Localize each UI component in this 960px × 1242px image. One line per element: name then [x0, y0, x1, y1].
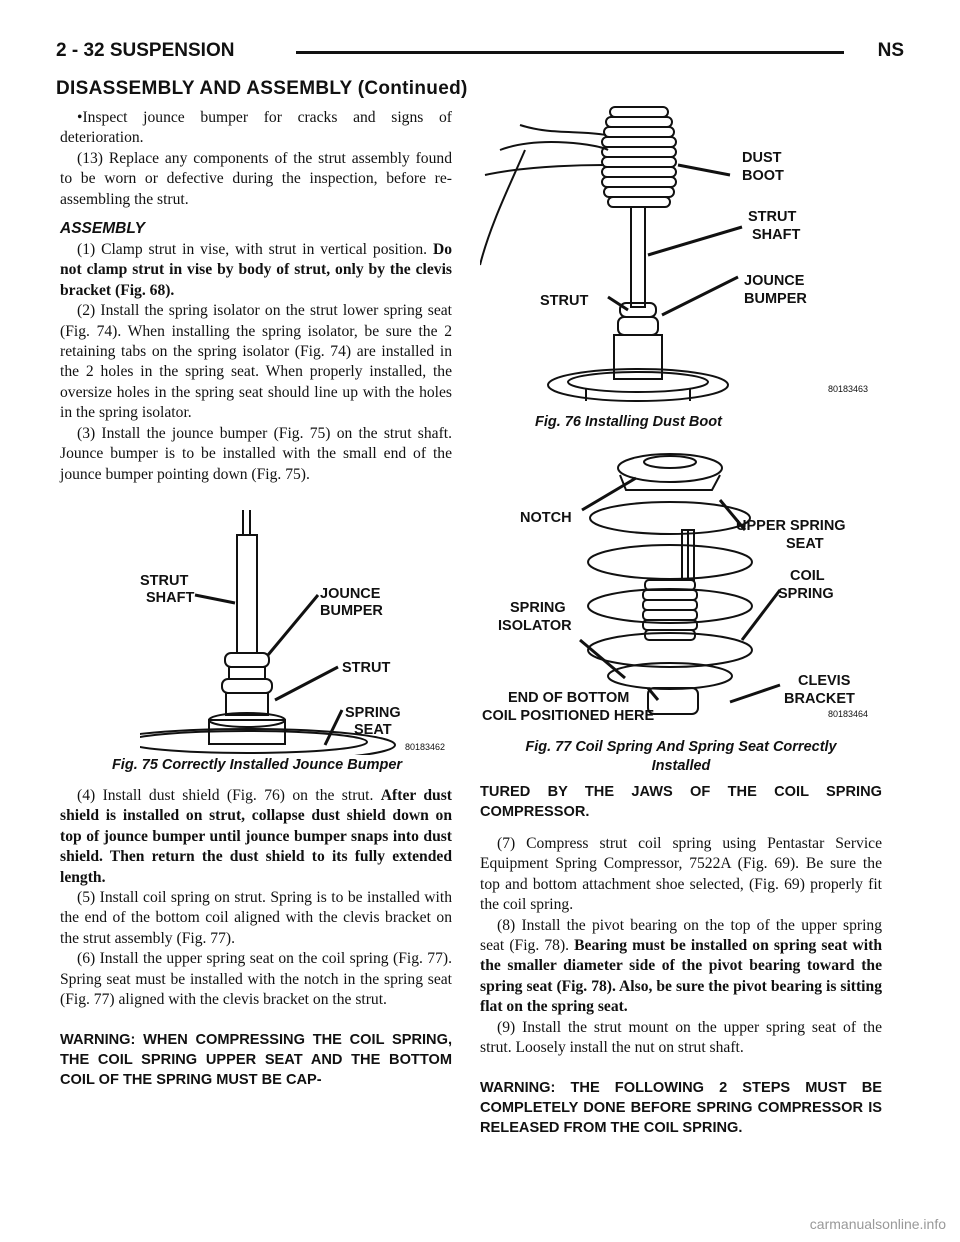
bullet-inspect: •Inspect jounce bumper for cracks and signs of deterioration.: [60, 109, 452, 147]
dust-boot-folds: [602, 107, 676, 207]
figure-77: [480, 440, 890, 730]
label-upper-1: UPPER SPRING: [736, 518, 846, 534]
model-badge: NS: [877, 40, 904, 61]
label-clevis-2: BRACKET: [784, 691, 855, 707]
section-title: DISASSEMBLY AND ASSEMBLY (Continued): [56, 78, 468, 99]
right-column: [480, 782, 882, 1138]
label-end-1: END OF BOTTOM: [508, 690, 630, 706]
label-iso-2: ISOLATOR: [498, 618, 572, 634]
warning-coil: WARNING: WHEN COMPRESSING THE COIL SPRING, THE COIL SPRING UPPER SEAT AND THE BOTTOM COIL OF THE SPRING MUST BE CAP-: [60, 1032, 452, 1089]
page-number: 2 - 32 SUSPENSION: [56, 40, 235, 61]
step-6: (6) Install the upper spring seat on the coil spring (Fig. 77). Spring seat must be installed with the notch in the spring seat (Fig. 77) aligned with the clevis bracket on the strut.: [60, 950, 452, 1009]
coil-spring-illustration: [480, 440, 890, 730]
label-dust-2: BOOT: [742, 168, 784, 184]
step-8: (8) Install the pivot bearing on the top of the upper spring seat (Fig. 78). Bearing must be installed on spring seat with the smaller diameter side of the pivot bearing toward the spring seat (Fig. 78). Also, be sure the pivot bearing is sitting flat on the spring seat.: [480, 916, 882, 1016]
step-7: (7) Compress strut coil spring using Pentastar Service Equipment Spring Compressor, 7522A (Fig. 69). Be sure the top and bottom attachment shoe selected, (Fig. 69) properly fit the coil spring.: [480, 835, 882, 914]
assembly-heading: ASSEMBLY: [60, 220, 145, 238]
label-seat-1: SPRING: [345, 705, 401, 721]
label-strut-shaft-1: STRUT: [140, 573, 189, 589]
step-9: (9) Install the strut mount on the upper spring seat of the strut. Loosely install the nut on strut shaft.: [480, 1018, 882, 1057]
figure-76: [480, 105, 890, 405]
label-seat-2: SEAT: [354, 722, 392, 738]
label-strut-shaft-2: SHAFT: [146, 590, 195, 606]
fig77-code: 80183464: [828, 709, 869, 719]
dust-boot-illustration: [480, 105, 890, 405]
fig76-code: 80183463: [828, 384, 869, 394]
fig75-caption: Fig. 75 Correctly Installed Jounce Bumper: [111, 757, 403, 773]
label-coil-1: COIL: [790, 568, 825, 584]
label-jounce-1: JOUNCE: [320, 586, 381, 602]
step-4: (4) Install dust shield (Fig. 76) on the strut. After dust shield is installed on strut, collapse dust shield down on top of jounce bumper until jounce bumper snaps into dust shield. Then return the dust shield to its fully extended length.: [60, 787, 452, 886]
label-shaft-2: SHAFT: [752, 227, 801, 243]
label-coil-2: SPRING: [778, 586, 834, 602]
jounce-folds: [643, 580, 697, 640]
step-13: (13) Replace any components of the strut assembly found to be worn or defective during the inspection, before re-assembling the strut.: [60, 149, 452, 208]
label-upper-2: SEAT: [786, 536, 824, 552]
watermark: carmanualsonline.info: [809, 1216, 946, 1232]
fig75-code: 80183462: [405, 742, 446, 752]
left-column: [60, 108, 452, 485]
step-2: (2) Install the spring isolator on the strut lower spring seat (Fig. 74). When installing the spring isolator, be sure the 2 retaining tabs on the spring isolator (Fig. 74) are installed in the 2 holes in the spring seat. When properly installed, the oversize holes in the spring seat should line up with the holes in the spring isolator.: [60, 302, 452, 422]
label-strut: STRUT: [540, 293, 589, 309]
warning-steps: WARNING: THE FOLLOWING 2 STEPS MUST BE COMPLETELY DONE BEFORE SPRING COMPRESSOR IS RELEASED FROM THE COIL SPRING.: [480, 1080, 882, 1137]
label-shaft-1: STRUT: [748, 209, 797, 225]
label-jounce-2: BUMPER: [744, 291, 807, 307]
page-header: [56, 40, 904, 66]
header-rule: [296, 51, 844, 54]
left-column-lower: [60, 786, 452, 1090]
label-clevis-1: CLEVIS: [798, 673, 851, 689]
label-notch: NOTCH: [520, 510, 572, 526]
step-1: (1) Clamp strut in vise, with strut in vertical position. Do not clamp strut in vise by body of strut, only by the clevis bracket (Fig. 68).: [60, 241, 452, 299]
label-end-2: COIL POSITIONED HERE: [482, 708, 655, 724]
label-jounce-1: JOUNCE: [744, 273, 805, 289]
step-5: (5) Install coil spring on strut. Spring is to be installed with the end of the bottom coil aligned with the clevis bracket on the strut assembly (Fig. 77).: [60, 889, 452, 947]
fig76-caption: Fig. 76 Installing Dust Boot: [535, 414, 722, 430]
label-iso-1: SPRING: [510, 600, 566, 616]
label-dust-1: DUST: [742, 150, 782, 166]
label-strut: STRUT: [342, 660, 391, 676]
label-jounce-2: BUMPER: [320, 603, 383, 619]
fig77-caption: Fig. 77 Coil Spring And Spring Seat Correctly Installed: [525, 739, 837, 774]
warning-continued: TURED BY THE JAWS OF THE COIL SPRING COMPRESSOR.: [480, 784, 882, 820]
figure-75: [140, 505, 460, 755]
step-3: (3) Install the jounce bumper (Fig. 75) on the strut shaft. Jounce bumper is to be installed with the small end of the jounce bumper pointing down (Fig. 75).: [60, 424, 452, 483]
jounce-bumper-illustration: [140, 505, 460, 755]
